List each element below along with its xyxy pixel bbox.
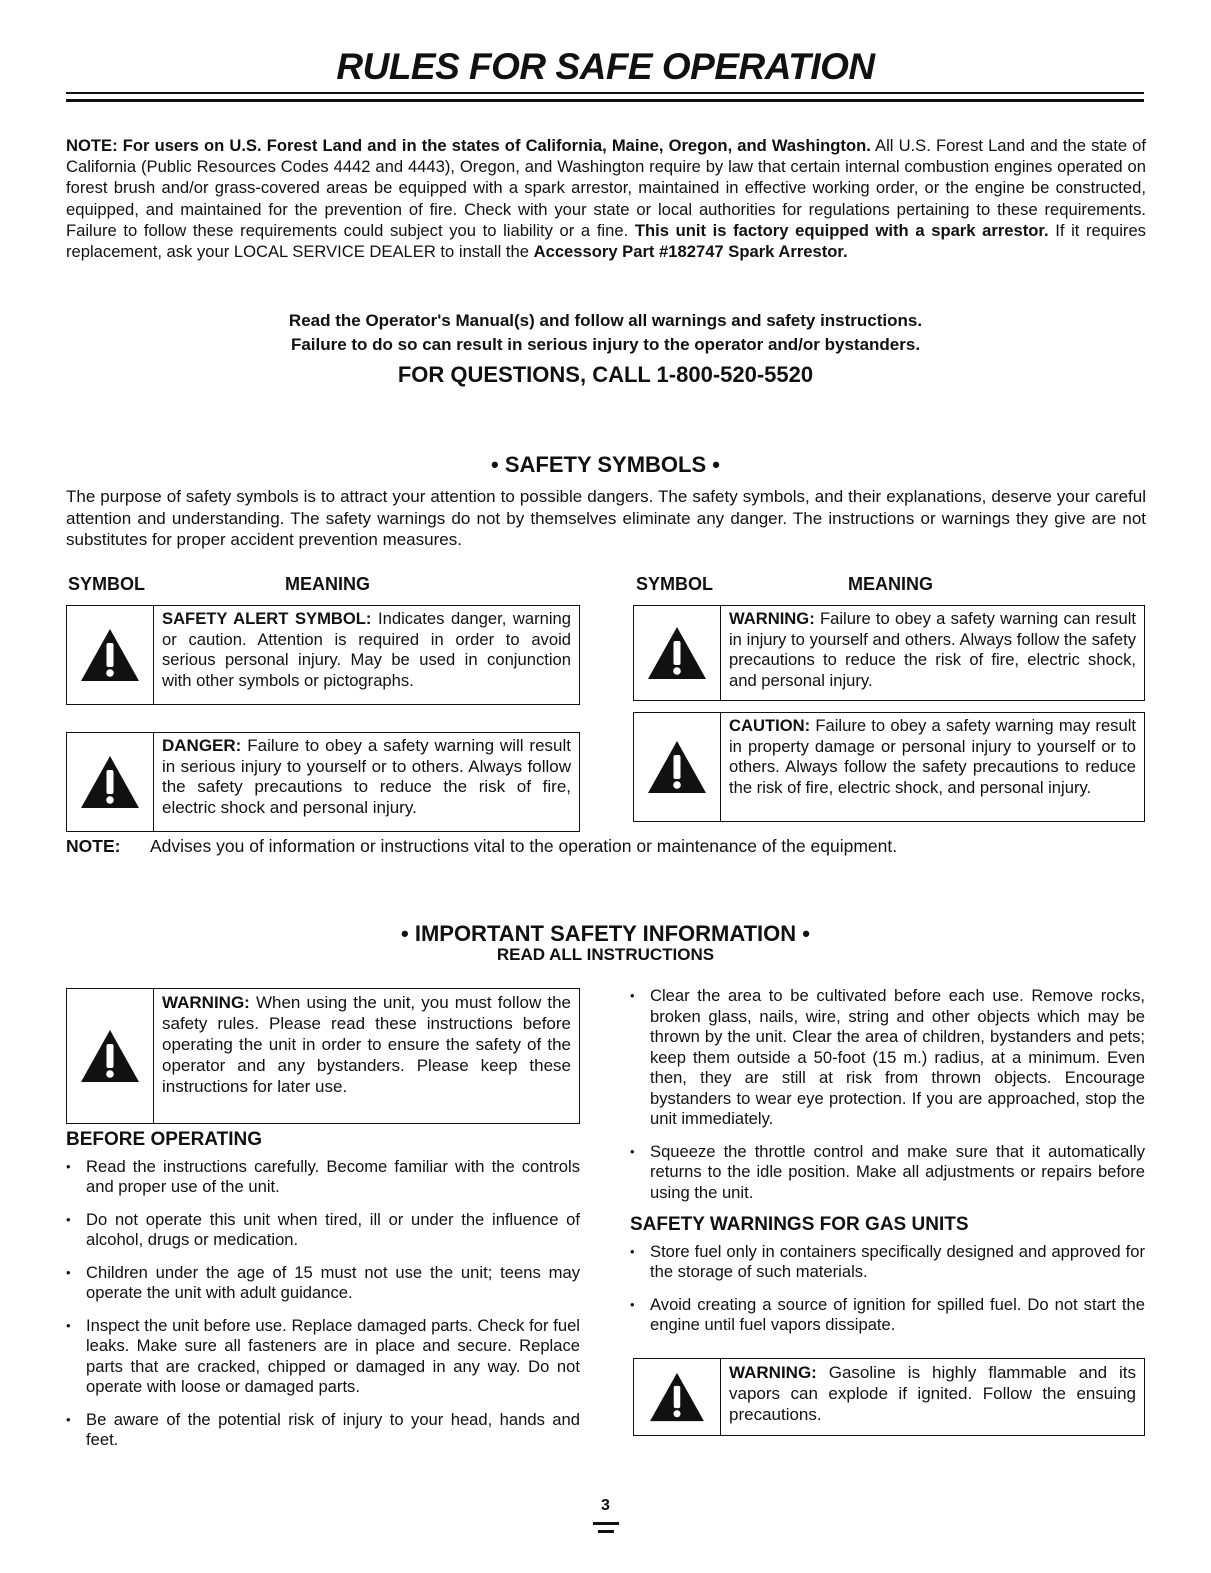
safety-alert-label: SAFETY ALERT SYMBOL: bbox=[162, 609, 372, 628]
right-column bbox=[630, 986, 1145, 1348]
note-line-text: Advises you of information or instructions vital to the operation or maintenance of the equipment. bbox=[150, 836, 898, 856]
safety-alert-text: Indicates danger, warning or caution. Attention is required in order to avoid serious personal injury. May be used in conjunction with other symbols or pictographs. bbox=[162, 609, 571, 690]
spark-arrestor-note bbox=[66, 135, 1146, 262]
note-text-1: All U.S. Forest Land and the state of California (Public Resources Codes 4442 and 4443), Oregon, and Washington require by law that certain internal combustion engines operated on forest brush and/or grass-covered areas be equipped with a spark arrestor, maintained in effective working order, or the engine be constructed, equipped, and maintained for the prevention of fire. Check with your state or local authorities for regulations pertaining to these requirements. Failure to follow these requirements could subject you to liability or a fine. bbox=[66, 136, 1146, 240]
gasoline-warning-label: WARNING: bbox=[729, 1363, 817, 1382]
col-meaning-left: MEANING bbox=[285, 574, 370, 594]
use-warning-text: When using the unit, you must follow the safety rules. Please read these instructions before operating the unit in order to ensure the safety of the operator and any bystanders. Please keep these instructions for later use. bbox=[162, 993, 571, 1096]
list-item: • Squeeze the throttle control and make sure that it automatically returns to the idle position. Make all adjustments or repairs before using the unit. bbox=[630, 1142, 1145, 1204]
read-all-instructions: READ ALL INSTRUCTIONS bbox=[496, 945, 715, 964]
safety-alert-box bbox=[66, 605, 580, 705]
safety-symbols-heading: • SAFETY SYMBOLS • bbox=[491, 452, 720, 477]
page-number-underline-2 bbox=[598, 1530, 614, 1533]
list-item: • Clear the area to be cultivated before each use. Remove rocks, broken glass, nails, wire, string and other objects which may be thrown by the unit. Clear the area of children, bystanders and pets; keep them outside a 50-foot (15 m.) radius, at a minimum. Even then, they are still at risk from thrown objects. Encourage bystanders to wear eye protection. If you are approached, stop the unit immediately. bbox=[630, 986, 1145, 1130]
use-warning-label: WARNING: bbox=[162, 993, 250, 1012]
page-number-underline bbox=[593, 1522, 619, 1525]
caution-label: CAUTION: bbox=[729, 716, 811, 735]
note-bold-2: This unit is factory equipped with a spark arrestor. bbox=[634, 220, 1049, 240]
note-bold-3: Accessory Part #182747 Spark Arrestor. bbox=[533, 242, 848, 262]
col-symbol-left: SYMBOL bbox=[68, 574, 146, 594]
title-rule-top bbox=[66, 92, 1144, 94]
list-item: • Children under the age of 15 must not use the unit; teens may operate the unit with adult guidance. bbox=[66, 1263, 580, 1304]
danger-text: Failure to obey a safety warning will result in serious injury to yourself or to others. Always follow the safety precautions to reduce the risk of fire, electric shock and personal injury. bbox=[162, 736, 571, 817]
note-line bbox=[66, 836, 1146, 857]
title-rule-bottom bbox=[66, 99, 1144, 102]
warning-triangle-icon bbox=[634, 606, 721, 700]
note-label: NOTE: bbox=[66, 836, 121, 856]
warning-box bbox=[633, 605, 1145, 701]
note-lead: NOTE: For users on U.S. Forest Land and in the states of California, Maine, Oregon, and Washington. bbox=[66, 136, 871, 155]
list-item: • Inspect the unit before use. Replace damaged parts. Check for fuel leaks. Make sure all fasteners are in place and secure. Replace parts that are cracked, chipped or damaged in any way. Do not operate with loose or damaged parts. bbox=[66, 1316, 580, 1398]
caution-text: Failure to obey a safety warning may result in property damage or personal injury to yourself or to others. Always follow the safety precautions to reduce the risk of fire, electric shock, and personal injury. bbox=[729, 716, 1136, 797]
use-warning-box bbox=[66, 988, 580, 1124]
gasoline-warning-box bbox=[633, 1358, 1145, 1436]
phone-line: FOR QUESTIONS, CALL 1-800-520-5520 bbox=[397, 362, 814, 387]
warning-triangle-icon bbox=[67, 989, 154, 1123]
page-number: 3 bbox=[601, 1497, 610, 1514]
read-manual-line1: Read the Operator's Manual(s) and follow all warnings and safety instructions. bbox=[288, 311, 923, 330]
gas-units-heading: SAFETY WARNINGS FOR GAS UNITS bbox=[630, 1214, 969, 1235]
before-operating-heading: BEFORE OPERATING bbox=[66, 1129, 262, 1150]
important-heading: • IMPORTANT SAFETY INFORMATION • bbox=[401, 921, 810, 946]
warning-label: WARNING: bbox=[729, 609, 815, 628]
warning-text: Failure to obey a safety warning can result in injury to yourself and others. Always follow the safety precautions to reduce the risk of fire, electric shock, and personal injury. bbox=[729, 609, 1136, 690]
gasoline-warning-text: Gasoline is highly flammable and its vapors can explode if ignited. Follow the ensuing precautions. bbox=[729, 1363, 1136, 1424]
caution-box bbox=[633, 712, 1145, 822]
note-text-2: If it requires replacement, ask your LOCAL SERVICE DEALER to install the bbox=[66, 220, 1146, 262]
list-item: • Be aware of the potential risk of injury to your head, hands and feet. bbox=[66, 1410, 580, 1451]
warning-triangle-icon bbox=[634, 713, 721, 821]
list-item: • Store fuel only in containers specifically designed and approved for the storage of such materials. bbox=[630, 1242, 1145, 1283]
before-operating-section bbox=[66, 1130, 580, 1463]
page-title: RULES FOR SAFE OPERATION bbox=[336, 46, 875, 87]
warning-triangle-icon bbox=[67, 733, 154, 831]
list-item: • Read the instructions carefully. Become familiar with the controls and proper use of the unit. bbox=[66, 1157, 580, 1198]
danger-label: DANGER: bbox=[162, 736, 242, 755]
read-manual-line2: Failure to do so can result in serious injury to the operator and/or bystanders. bbox=[290, 335, 921, 354]
col-symbol-right: SYMBOL bbox=[636, 574, 714, 594]
safety-symbols-description: The purpose of safety symbols is to attract your attention to possible dangers. The safety symbols, and their explanations, deserve your careful attention and understanding. The safety warnings do not by themselves eliminate any danger. The instructions or warnings they give are not substitutes for proper accident prevention measures. bbox=[66, 487, 1146, 549]
danger-box bbox=[66, 732, 580, 832]
list-item: • Avoid creating a source of ignition for spilled fuel. Do not start the engine until fuel vapors dissipate. bbox=[630, 1295, 1145, 1336]
warning-triangle-icon bbox=[67, 606, 154, 704]
warning-triangle-icon bbox=[634, 1359, 721, 1435]
col-meaning-right: MEANING bbox=[848, 574, 933, 594]
list-item: • Do not operate this unit when tired, ill or under the influence of alcohol, drugs or medication. bbox=[66, 1210, 580, 1251]
